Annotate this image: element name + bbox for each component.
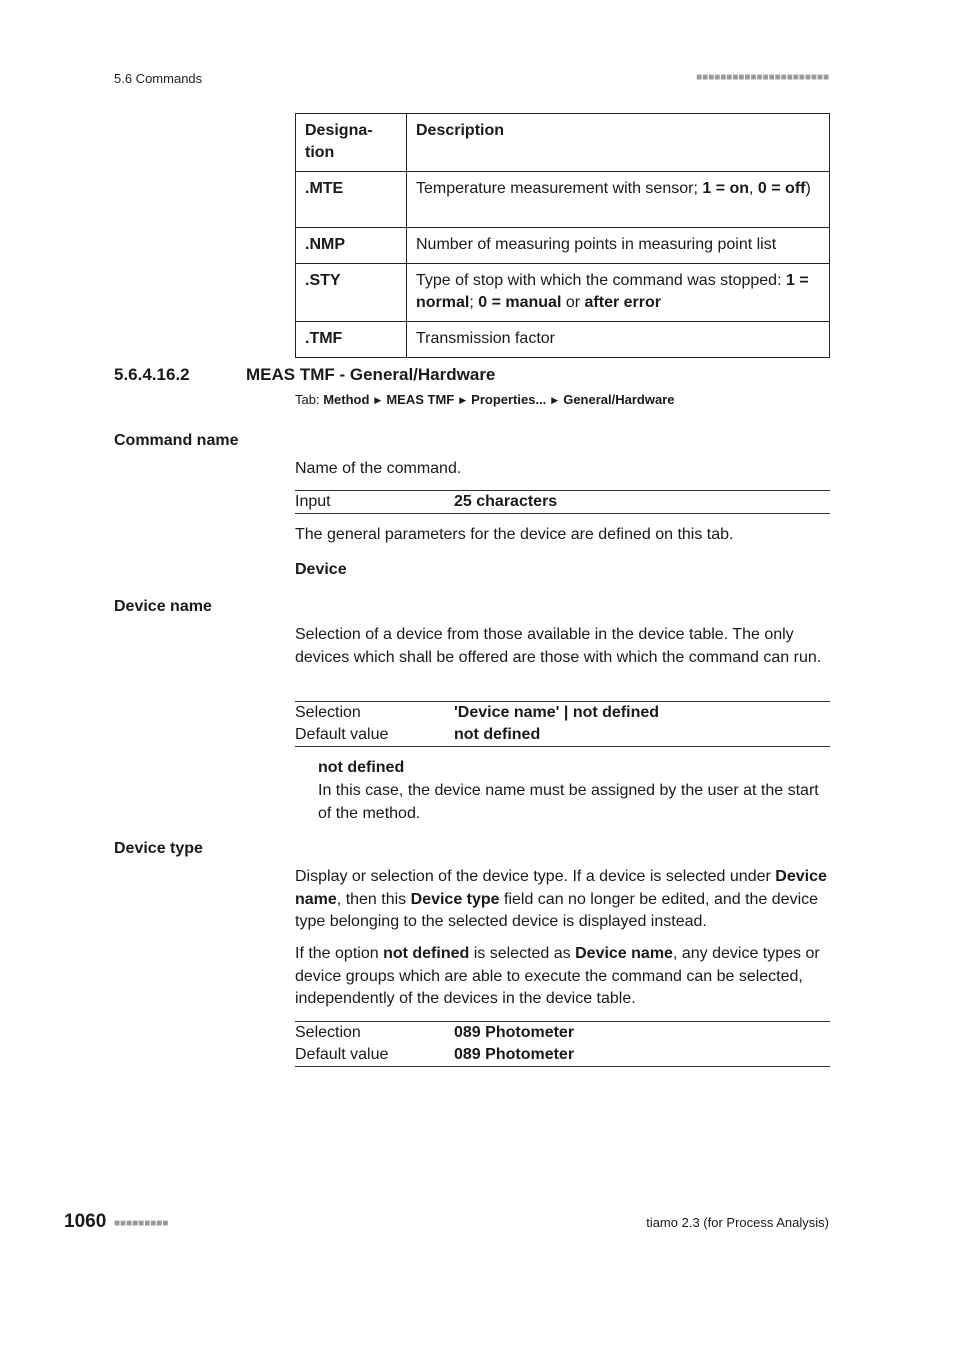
emphasis-text: Device name <box>295 868 827 908</box>
body-text: Display or selection of the device type. If a device is selected under <box>295 868 776 885</box>
tab-path-item: MEAS TMF <box>386 392 455 407</box>
table-row <box>296 228 830 264</box>
emphasis-text: Device name <box>575 945 673 962</box>
register-table <box>295 113 830 358</box>
emphasis-text: 0 = off <box>757 180 806 197</box>
body-text: Temperature measurement with sensor; <box>416 180 703 197</box>
running-header-section: 5.6 Commands <box>114 71 203 86</box>
property-row <box>295 702 830 724</box>
table-cell-designation: .TMF <box>296 322 407 358</box>
body-text: Type of stop with which the command was stopped: <box>416 272 786 289</box>
option-description: In this case, the device name must be assigned by the user at the start of the method. <box>318 782 819 822</box>
device-name-properties <box>295 701 830 747</box>
table-cell-designation: .STY <box>296 264 407 322</box>
footer-dots: ■■■■■■■■■ <box>114 1218 169 1229</box>
option-title: not defined <box>318 759 405 776</box>
running-header-dots: ■■■■■■■■■■■■■■■■■■■■■■ <box>696 72 829 83</box>
emphasis-text: Device type <box>410 890 500 908</box>
table-cell-description <box>407 228 830 264</box>
section-number: 5.6.4.16.2 <box>114 365 190 384</box>
property-key: Selection <box>295 704 361 721</box>
body-text: Transmission factor <box>416 330 555 347</box>
tab-path-item: General/Hardware <box>563 392 675 407</box>
body-text: ; <box>469 294 479 311</box>
tab-path-prefix: Tab: <box>295 392 320 407</box>
emphasis-text: 1 = normal <box>416 272 809 311</box>
table-cell-description <box>407 264 830 322</box>
command-name-heading: Command name <box>114 432 239 449</box>
body-text: , <box>749 180 758 197</box>
command-name-description: Name of the command. <box>295 460 462 477</box>
table-cell-description <box>407 172 830 228</box>
body-text: , any device types or device groups which are able to execute the command can be selected, independently of the devices in the device table. <box>295 945 820 1007</box>
table-cell-designation: .MTE <box>296 172 407 228</box>
table-cell-description <box>407 322 830 358</box>
emphasis-text: not defined <box>383 945 470 962</box>
property-value: not defined <box>454 726 541 743</box>
device-type-description <box>295 866 830 934</box>
body-text: or <box>561 294 585 311</box>
table-header-description: Description <box>407 114 830 172</box>
property-value: 089 Photometer <box>454 1024 575 1041</box>
section-title: MEAS TMF - General/Hardware <box>246 365 496 384</box>
footer-product: tiamo 2.3 (for Process Analysis) <box>646 1215 829 1230</box>
device-name-heading: Device name <box>114 598 212 615</box>
emphasis-text: 1 = on <box>702 180 750 197</box>
tab-path-item: Properties... <box>471 392 547 407</box>
tab-path-item: Method <box>323 392 370 407</box>
device-subheading: Device <box>295 561 347 578</box>
tab-path-arrow-icon: ▶ <box>374 395 382 405</box>
body-text: , then this <box>336 890 411 908</box>
body-text: If the option <box>295 945 384 962</box>
property-value: 25 characters <box>454 493 558 510</box>
property-key: Default value <box>295 726 389 743</box>
property-value: 089 Photometer <box>454 1046 575 1063</box>
table-cell-designation: .NMP <box>296 228 407 264</box>
body-text: is selected as <box>469 945 576 962</box>
body-text: ) <box>805 180 811 197</box>
general-parameters-text: The general parameters for the device are defined on this tab. <box>295 526 734 543</box>
property-row <box>295 724 830 746</box>
property-key: Default value <box>295 1046 389 1063</box>
device-type-heading: Device type <box>114 840 203 857</box>
body-text: Number of measuring points in measuring point list <box>416 236 777 253</box>
table-row <box>296 172 830 228</box>
page-number: 1060 <box>64 1211 107 1232</box>
device-type-properties <box>295 1021 830 1067</box>
table-row <box>296 322 830 358</box>
device-type-note <box>295 943 830 1011</box>
tab-path-arrow-icon: ▶ <box>551 395 559 405</box>
body-text: field can no longer be edited, and the device type belonging to the selected device is displayed instead. <box>295 890 819 930</box>
table-header-row <box>296 114 830 172</box>
property-row <box>295 1022 830 1044</box>
table-header-designation: Designa- tion <box>296 114 407 172</box>
command-name-properties <box>295 490 830 514</box>
property-value: 'Device name' | not defined <box>454 704 660 721</box>
tab-path <box>295 392 675 407</box>
property-row <box>295 491 830 513</box>
emphasis-text: after error <box>584 294 661 311</box>
device-name-description: Selection of a device from those available in the device table. The only devices which shall be offered are those with which the command can run. <box>295 626 822 666</box>
property-row <box>295 1044 830 1066</box>
property-key: Selection <box>295 1024 361 1041</box>
table-row <box>296 264 830 322</box>
tab-path-arrow-icon: ▶ <box>459 395 467 405</box>
property-key: Input <box>295 493 331 510</box>
emphasis-text: 0 = manual <box>478 294 562 311</box>
